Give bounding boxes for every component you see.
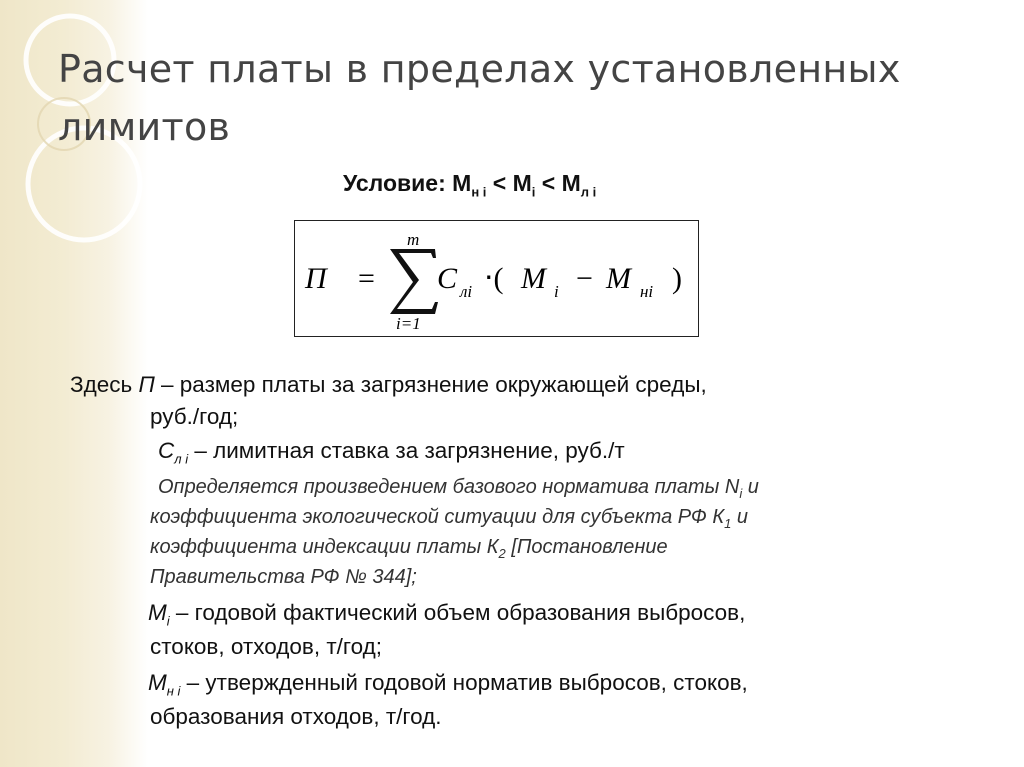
formula-m-sub: i <box>554 282 559 301</box>
definition-m-text: – годовой фактический объем образования выбросов, <box>169 600 746 625</box>
sum-upper-limit: m <box>407 230 420 249</box>
condition-m-sub-l: л i <box>580 184 597 200</box>
definition-line-10 <box>148 670 748 699</box>
symbol-mn: М <box>148 670 167 695</box>
definition-mn-text: – утвержденный годовой норматив выбросов, стоков, <box>180 670 748 695</box>
definition-prefix: Здесь <box>70 372 139 397</box>
symbol-c-sub: л i <box>174 451 189 467</box>
definition-line-1 <box>70 372 707 398</box>
formula-m2-sub: нi <box>640 282 654 301</box>
note-sub-i: i <box>739 486 743 501</box>
condition-lt-m-2: < М <box>535 170 581 196</box>
formula-m2: M <box>606 262 631 295</box>
note-line-2: коэффициента экологической ситуации для субъекта РФ К <box>150 506 725 528</box>
sum-lower-limit: i=1 <box>396 314 421 333</box>
definition-c-text: – лимитная ставка за загрязнение, руб./т <box>188 438 625 463</box>
formula-close-paren: ) <box>672 262 682 295</box>
formula-dot-paren: ⋅( <box>484 262 504 295</box>
formula-minus: − <box>576 262 593 295</box>
definition-line-6 <box>150 536 668 561</box>
formula-m: M <box>521 262 546 295</box>
symbol-c: С <box>158 438 175 463</box>
formula-equals: = <box>358 262 375 295</box>
slide-title: Расчет платы в пределах установленных лимитов <box>58 47 901 149</box>
note-sub-2: 2 <box>498 546 506 561</box>
definition-p-text: – размер платы за загрязнение окружающей среды, <box>154 372 707 397</box>
symbol-mn-sub: н i <box>166 683 181 699</box>
definition-line-7: Правительства РФ № 344]; <box>150 566 417 588</box>
note-line-3: коэффициента индексации платы К <box>150 536 499 558</box>
definition-line-11: образования отходов, т/год. <box>150 704 442 729</box>
definition-line-3 <box>158 438 625 467</box>
symbol-m-sub: i <box>166 613 170 629</box>
note-line-1: Определяется произведением базового норматива платы N <box>158 476 740 498</box>
condition-lt-m: < М <box>486 170 532 196</box>
note-sub-1: 1 <box>724 516 732 531</box>
condition-m: М <box>452 170 472 196</box>
formula-lhs: П <box>305 262 327 295</box>
note-tail-3: [Постановление <box>505 536 668 558</box>
note-tail-1: и <box>742 476 759 498</box>
definition-line-2: руб./год; <box>150 404 239 429</box>
condition-label: Условие: <box>343 170 453 196</box>
formula-c: C <box>437 262 458 295</box>
condition-m-sub-n: н i <box>471 184 487 200</box>
formula-c-sub: лi <box>460 282 473 301</box>
symbol-p: П <box>138 372 155 397</box>
definition-line-9: стоков, отходов, т/год; <box>150 634 382 659</box>
symbol-m: М <box>148 600 167 625</box>
definition-line-8 <box>148 600 745 629</box>
note-tail-2: и <box>731 506 749 528</box>
definition-line-4 <box>158 476 759 501</box>
condition-m-sub-i: i <box>531 184 536 200</box>
definition-line-5 <box>150 506 748 531</box>
